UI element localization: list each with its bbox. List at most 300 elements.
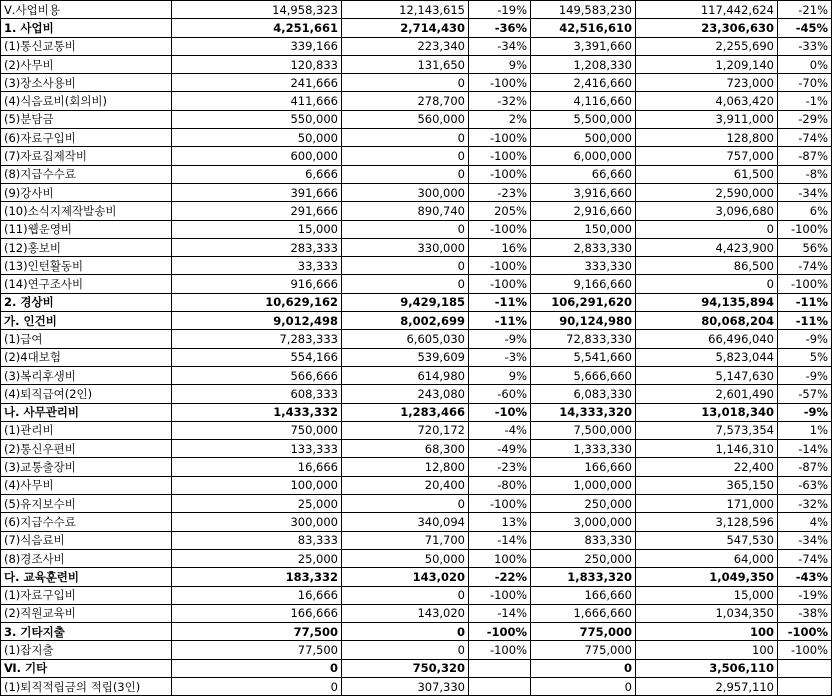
- item-label-cell: 나. 사무관리비: [1, 403, 172, 421]
- monthly-actual-cell: 340,094: [342, 513, 469, 531]
- annual-actual-cell: 94,135,894: [636, 293, 778, 311]
- item-label-cell: 가. 인건비: [1, 312, 172, 330]
- annual-ratio-cell: [778, 677, 832, 695]
- annual-budget-cell: 1,666,660: [531, 604, 636, 622]
- monthly-actual-cell: 9,429,185: [342, 293, 469, 311]
- monthly-ratio-cell: -100%: [469, 495, 531, 513]
- item-label-cell: (9)강사비: [1, 183, 172, 201]
- annual-budget-cell: 3,391,660: [531, 37, 636, 55]
- annual-budget-cell: 9,166,660: [531, 275, 636, 293]
- monthly-budget-cell: 283,333: [172, 238, 342, 256]
- annual-actual-cell: 1,049,350: [636, 568, 778, 586]
- monthly-ratio-cell: [469, 677, 531, 695]
- table-row: [1, 37, 832, 55]
- item-label-cell: (1)급여: [1, 330, 172, 348]
- monthly-budget-cell: 33,333: [172, 257, 342, 275]
- table-row: [1, 513, 832, 531]
- monthly-budget-cell: 10,629,162: [172, 293, 342, 311]
- annual-ratio-cell: -14%: [778, 440, 832, 458]
- annual-ratio-cell: [778, 659, 832, 677]
- table-row: [1, 165, 832, 183]
- annual-budget-cell: 6,083,330: [531, 385, 636, 403]
- item-label-cell: (2)사무비: [1, 55, 172, 73]
- annual-actual-cell: 117,442,624: [636, 1, 778, 19]
- monthly-ratio-cell: 2%: [469, 110, 531, 128]
- annual-ratio-cell: -9%: [778, 366, 832, 384]
- item-label-cell: (1)퇴직적립금의 적립(3인): [1, 677, 172, 695]
- monthly-budget-cell: 241,666: [172, 74, 342, 92]
- monthly-ratio-cell: -9%: [469, 330, 531, 348]
- monthly-actual-cell: 560,000: [342, 110, 469, 128]
- table-row: [1, 55, 832, 73]
- annual-actual-cell: 4,423,900: [636, 238, 778, 256]
- monthly-budget-cell: 6,666: [172, 165, 342, 183]
- table-row: [1, 476, 832, 494]
- table-row: [1, 348, 832, 366]
- monthly-actual-cell: 890,740: [342, 202, 469, 220]
- item-label-cell: (3)복리후생비: [1, 366, 172, 384]
- annual-budget-cell: 1,000,000: [531, 476, 636, 494]
- monthly-actual-cell: 0: [342, 165, 469, 183]
- annual-ratio-cell: -9%: [778, 330, 832, 348]
- annual-budget-cell: 66,660: [531, 165, 636, 183]
- annual-ratio-cell: -74%: [778, 129, 832, 147]
- table-row: [1, 623, 832, 641]
- annual-ratio-cell: -63%: [778, 476, 832, 494]
- annual-budget-cell: 5,666,660: [531, 366, 636, 384]
- annual-actual-cell: 1,209,140: [636, 55, 778, 73]
- annual-ratio-cell: -74%: [778, 257, 832, 275]
- annual-actual-cell: 86,500: [636, 257, 778, 275]
- monthly-actual-cell: 0: [342, 257, 469, 275]
- monthly-budget-cell: 300,000: [172, 513, 342, 531]
- monthly-actual-cell: 131,650: [342, 55, 469, 73]
- item-label-cell: (4)식음료비(회의비): [1, 92, 172, 110]
- annual-ratio-cell: -9%: [778, 403, 832, 421]
- annual-budget-cell: 14,333,320: [531, 403, 636, 421]
- table-row: [1, 1, 832, 19]
- annual-budget-cell: 250,000: [531, 495, 636, 513]
- item-label-cell: (1)관리비: [1, 421, 172, 439]
- item-label-cell: (1)자료구입비: [1, 586, 172, 604]
- annual-ratio-cell: -57%: [778, 385, 832, 403]
- monthly-ratio-cell: -100%: [469, 220, 531, 238]
- monthly-budget-cell: 4,251,661: [172, 19, 342, 37]
- annual-actual-cell: 100: [636, 623, 778, 641]
- annual-ratio-cell: -33%: [778, 37, 832, 55]
- table-row: [1, 641, 832, 659]
- monthly-ratio-cell: -11%: [469, 312, 531, 330]
- monthly-ratio-cell: -36%: [469, 19, 531, 37]
- monthly-actual-cell: 12,143,615: [342, 1, 469, 19]
- monthly-budget-cell: 83,333: [172, 531, 342, 549]
- item-label-cell: (7)식음료비: [1, 531, 172, 549]
- annual-ratio-cell: -19%: [778, 586, 832, 604]
- item-label-cell: (5)유지보수비: [1, 495, 172, 513]
- annual-actual-cell: 22,400: [636, 458, 778, 476]
- annual-actual-cell: 13,018,340: [636, 403, 778, 421]
- item-label-cell: (4)퇴직급여(2인): [1, 385, 172, 403]
- annual-ratio-cell: -43%: [778, 568, 832, 586]
- table-row: [1, 220, 832, 238]
- item-label-cell: 2. 경상비: [1, 293, 172, 311]
- monthly-actual-cell: 143,020: [342, 604, 469, 622]
- table-row: [1, 183, 832, 201]
- monthly-actual-cell: 223,340: [342, 37, 469, 55]
- annual-actual-cell: 365,150: [636, 476, 778, 494]
- monthly-actual-cell: 71,700: [342, 531, 469, 549]
- monthly-actual-cell: 750,320: [342, 659, 469, 677]
- table-row: [1, 531, 832, 549]
- monthly-budget-cell: 411,666: [172, 92, 342, 110]
- monthly-ratio-cell: -100%: [469, 586, 531, 604]
- annual-actual-cell: 100: [636, 641, 778, 659]
- monthly-budget-cell: 16,666: [172, 458, 342, 476]
- table-row: [1, 458, 832, 476]
- annual-actual-cell: 64,000: [636, 549, 778, 567]
- monthly-actual-cell: 6,605,030: [342, 330, 469, 348]
- item-label-cell: (1)통신교통비: [1, 37, 172, 55]
- monthly-actual-cell: 0: [342, 623, 469, 641]
- item-label-cell: (2)직원교육비: [1, 604, 172, 622]
- monthly-budget-cell: 133,333: [172, 440, 342, 458]
- monthly-ratio-cell: -22%: [469, 568, 531, 586]
- annual-budget-cell: 0: [531, 677, 636, 695]
- annual-ratio-cell: -74%: [778, 549, 832, 567]
- table-row: [1, 385, 832, 403]
- annual-ratio-cell: -34%: [778, 183, 832, 201]
- annual-actual-cell: 3,096,680: [636, 202, 778, 220]
- item-label-cell: (1)잡지출: [1, 641, 172, 659]
- annual-ratio-cell: -38%: [778, 604, 832, 622]
- monthly-ratio-cell: -4%: [469, 421, 531, 439]
- annual-actual-cell: 61,500: [636, 165, 778, 183]
- monthly-ratio-cell: -49%: [469, 440, 531, 458]
- annual-actual-cell: 3,128,596: [636, 513, 778, 531]
- annual-ratio-cell: -100%: [778, 623, 832, 641]
- annual-budget-cell: 4,116,660: [531, 92, 636, 110]
- monthly-ratio-cell: -60%: [469, 385, 531, 403]
- monthly-actual-cell: 143,020: [342, 568, 469, 586]
- item-label-cell: (14)연구조사비: [1, 275, 172, 293]
- item-label-cell: (3)장소사용비: [1, 74, 172, 92]
- annual-ratio-cell: -32%: [778, 495, 832, 513]
- monthly-budget-cell: 339,166: [172, 37, 342, 55]
- item-label-cell: (4)사무비: [1, 476, 172, 494]
- table-row: [1, 238, 832, 256]
- monthly-actual-cell: 12,800: [342, 458, 469, 476]
- monthly-budget-cell: 566,666: [172, 366, 342, 384]
- monthly-ratio-cell: -34%: [469, 37, 531, 55]
- monthly-budget-cell: 25,000: [172, 495, 342, 513]
- monthly-actual-cell: 0: [342, 275, 469, 293]
- annual-ratio-cell: 6%: [778, 202, 832, 220]
- annual-actual-cell: 0: [636, 275, 778, 293]
- monthly-budget-cell: 183,332: [172, 568, 342, 586]
- annual-ratio-cell: 0%: [778, 55, 832, 73]
- annual-budget-cell: 2,833,330: [531, 238, 636, 256]
- monthly-ratio-cell: 9%: [469, 55, 531, 73]
- item-label-cell: 1. 사업비: [1, 19, 172, 37]
- table-row: [1, 129, 832, 147]
- annual-budget-cell: 0: [531, 659, 636, 677]
- annual-actual-cell: 66,496,040: [636, 330, 778, 348]
- annual-budget-cell: 500,000: [531, 129, 636, 147]
- annual-actual-cell: 5,147,630: [636, 366, 778, 384]
- monthly-ratio-cell: -100%: [469, 165, 531, 183]
- budget-table-body: [1, 1, 832, 696]
- annual-actual-cell: 723,000: [636, 74, 778, 92]
- monthly-actual-cell: 539,609: [342, 348, 469, 366]
- item-label-cell: (10)소식지제작발송비: [1, 202, 172, 220]
- annual-ratio-cell: -11%: [778, 312, 832, 330]
- annual-ratio-cell: -21%: [778, 1, 832, 19]
- table-row: [1, 74, 832, 92]
- monthly-ratio-cell: -100%: [469, 129, 531, 147]
- annual-actual-cell: 2,957,110: [636, 677, 778, 695]
- monthly-ratio-cell: -11%: [469, 293, 531, 311]
- table-row: [1, 202, 832, 220]
- annual-budget-cell: 166,660: [531, 458, 636, 476]
- annual-budget-cell: 150,000: [531, 220, 636, 238]
- monthly-budget-cell: 750,000: [172, 421, 342, 439]
- monthly-budget-cell: 25,000: [172, 549, 342, 567]
- annual-budget-cell: 42,516,610: [531, 19, 636, 37]
- table-row: [1, 147, 832, 165]
- monthly-ratio-cell: 9%: [469, 366, 531, 384]
- item-label-cell: 다. 교육훈련비: [1, 568, 172, 586]
- table-row: [1, 330, 832, 348]
- annual-ratio-cell: 56%: [778, 238, 832, 256]
- monthly-budget-cell: 77,500: [172, 641, 342, 659]
- annual-budget-cell: 2,916,660: [531, 202, 636, 220]
- item-label-cell: (11)웹운영비: [1, 220, 172, 238]
- monthly-ratio-cell: -80%: [469, 476, 531, 494]
- annual-actual-cell: 128,800: [636, 129, 778, 147]
- monthly-actual-cell: 300,000: [342, 183, 469, 201]
- monthly-ratio-cell: 205%: [469, 202, 531, 220]
- annual-budget-cell: 3,000,000: [531, 513, 636, 531]
- monthly-budget-cell: 0: [172, 677, 342, 695]
- monthly-ratio-cell: -100%: [469, 641, 531, 659]
- monthly-ratio-cell: -10%: [469, 403, 531, 421]
- monthly-ratio-cell: -100%: [469, 623, 531, 641]
- item-label-cell: Ⅴ.사업비용: [1, 1, 172, 19]
- monthly-actual-cell: 20,400: [342, 476, 469, 494]
- monthly-actual-cell: 720,172: [342, 421, 469, 439]
- annual-budget-cell: 90,124,980: [531, 312, 636, 330]
- item-label-cell: (6)자료구입비: [1, 129, 172, 147]
- table-row: [1, 257, 832, 275]
- monthly-ratio-cell: -19%: [469, 1, 531, 19]
- monthly-budget-cell: 100,000: [172, 476, 342, 494]
- annual-budget-cell: 5,500,000: [531, 110, 636, 128]
- annual-ratio-cell: -8%: [778, 165, 832, 183]
- monthly-budget-cell: 120,833: [172, 55, 342, 73]
- monthly-actual-cell: 1,283,466: [342, 403, 469, 421]
- monthly-ratio-cell: -100%: [469, 257, 531, 275]
- monthly-ratio-cell: 100%: [469, 549, 531, 567]
- annual-actual-cell: 2,590,000: [636, 183, 778, 201]
- item-label-cell: (2)통신우편비: [1, 440, 172, 458]
- monthly-actual-cell: 278,700: [342, 92, 469, 110]
- table-row: [1, 677, 832, 695]
- table-row: [1, 293, 832, 311]
- annual-budget-cell: 166,660: [531, 586, 636, 604]
- monthly-actual-cell: 243,080: [342, 385, 469, 403]
- monthly-actual-cell: 8,002,699: [342, 312, 469, 330]
- annual-ratio-cell: -100%: [778, 220, 832, 238]
- item-label-cell: 3. 기타지출: [1, 623, 172, 641]
- annual-ratio-cell: 1%: [778, 421, 832, 439]
- monthly-budget-cell: 600,000: [172, 147, 342, 165]
- annual-budget-cell: 250,000: [531, 549, 636, 567]
- annual-ratio-cell: -45%: [778, 19, 832, 37]
- monthly-ratio-cell: 16%: [469, 238, 531, 256]
- annual-actual-cell: 171,000: [636, 495, 778, 513]
- table-row: [1, 366, 832, 384]
- monthly-actual-cell: 0: [342, 220, 469, 238]
- annual-budget-cell: 2,416,660: [531, 74, 636, 92]
- annual-actual-cell: 757,000: [636, 147, 778, 165]
- monthly-budget-cell: 9,012,498: [172, 312, 342, 330]
- annual-budget-cell: 1,833,320: [531, 568, 636, 586]
- monthly-actual-cell: 50,000: [342, 549, 469, 567]
- annual-ratio-cell: -100%: [778, 275, 832, 293]
- monthly-budget-cell: 554,166: [172, 348, 342, 366]
- monthly-actual-cell: 0: [342, 495, 469, 513]
- item-label-cell: (5)분담금: [1, 110, 172, 128]
- annual-ratio-cell: -1%: [778, 92, 832, 110]
- monthly-actual-cell: 2,714,430: [342, 19, 469, 37]
- table-row: [1, 275, 832, 293]
- item-label-cell: (7)자료집제작비: [1, 147, 172, 165]
- monthly-ratio-cell: -14%: [469, 604, 531, 622]
- annual-actual-cell: 0: [636, 220, 778, 238]
- annual-budget-cell: 7,500,000: [531, 421, 636, 439]
- monthly-actual-cell: 330,000: [342, 238, 469, 256]
- annual-ratio-cell: -100%: [778, 641, 832, 659]
- annual-budget-cell: 6,000,000: [531, 147, 636, 165]
- table-row: [1, 110, 832, 128]
- annual-actual-cell: 3,911,000: [636, 110, 778, 128]
- annual-actual-cell: 1,146,310: [636, 440, 778, 458]
- item-label-cell: (13)인턴활동비: [1, 257, 172, 275]
- table-row: [1, 495, 832, 513]
- annual-ratio-cell: -70%: [778, 74, 832, 92]
- annual-ratio-cell: 4%: [778, 513, 832, 531]
- annual-actual-cell: 15,000: [636, 586, 778, 604]
- monthly-ratio-cell: -3%: [469, 348, 531, 366]
- monthly-ratio-cell: 13%: [469, 513, 531, 531]
- table-row: [1, 549, 832, 567]
- annual-ratio-cell: -11%: [778, 293, 832, 311]
- annual-budget-cell: 5,541,660: [531, 348, 636, 366]
- annual-budget-cell: 1,333,330: [531, 440, 636, 458]
- monthly-actual-cell: 0: [342, 129, 469, 147]
- monthly-budget-cell: 166,666: [172, 604, 342, 622]
- monthly-budget-cell: 7,283,333: [172, 330, 342, 348]
- item-label-cell: Ⅵ. 기타: [1, 659, 172, 677]
- monthly-budget-cell: 916,666: [172, 275, 342, 293]
- monthly-budget-cell: 14,958,323: [172, 1, 342, 19]
- monthly-budget-cell: 550,000: [172, 110, 342, 128]
- monthly-budget-cell: 15,000: [172, 220, 342, 238]
- monthly-ratio-cell: -32%: [469, 92, 531, 110]
- annual-actual-cell: 23,306,630: [636, 19, 778, 37]
- annual-budget-cell: 775,000: [531, 623, 636, 641]
- item-label-cell: (8)지급수수료: [1, 165, 172, 183]
- item-label-cell: (3)교통출장비: [1, 458, 172, 476]
- monthly-actual-cell: 307,330: [342, 677, 469, 695]
- annual-actual-cell: 547,530: [636, 531, 778, 549]
- monthly-actual-cell: 0: [342, 641, 469, 659]
- item-label-cell: (6)지급수수료: [1, 513, 172, 531]
- table-row: [1, 19, 832, 37]
- annual-actual-cell: 5,823,044: [636, 348, 778, 366]
- annual-budget-cell: 333,330: [531, 257, 636, 275]
- monthly-ratio-cell: -23%: [469, 183, 531, 201]
- annual-budget-cell: 149,583,230: [531, 1, 636, 19]
- monthly-actual-cell: 68,300: [342, 440, 469, 458]
- annual-actual-cell: 7,573,354: [636, 421, 778, 439]
- annual-budget-cell: 72,833,330: [531, 330, 636, 348]
- monthly-budget-cell: 77,500: [172, 623, 342, 641]
- monthly-budget-cell: 608,333: [172, 385, 342, 403]
- table-row: [1, 586, 832, 604]
- annual-budget-cell: 106,291,620: [531, 293, 636, 311]
- item-label-cell: (8)경조사비: [1, 549, 172, 567]
- annual-budget-cell: 3,916,660: [531, 183, 636, 201]
- table-row: [1, 421, 832, 439]
- monthly-budget-cell: 0: [172, 659, 342, 677]
- monthly-ratio-cell: -100%: [469, 74, 531, 92]
- monthly-ratio-cell: -14%: [469, 531, 531, 549]
- annual-budget-cell: 833,330: [531, 531, 636, 549]
- annual-ratio-cell: 5%: [778, 348, 832, 366]
- item-label-cell: (12)홍보비: [1, 238, 172, 256]
- monthly-budget-cell: 391,666: [172, 183, 342, 201]
- annual-actual-cell: 2,601,490: [636, 385, 778, 403]
- monthly-ratio-cell: -100%: [469, 147, 531, 165]
- monthly-ratio-cell: -100%: [469, 275, 531, 293]
- annual-actual-cell: 2,255,690: [636, 37, 778, 55]
- table-row: [1, 604, 832, 622]
- table-row: [1, 568, 832, 586]
- annual-actual-cell: 80,068,204: [636, 312, 778, 330]
- monthly-ratio-cell: [469, 659, 531, 677]
- annual-actual-cell: 1,034,350: [636, 604, 778, 622]
- monthly-actual-cell: 0: [342, 74, 469, 92]
- annual-ratio-cell: -34%: [778, 531, 832, 549]
- monthly-budget-cell: 1,433,332: [172, 403, 342, 421]
- monthly-budget-cell: 16,666: [172, 586, 342, 604]
- annual-budget-cell: 775,000: [531, 641, 636, 659]
- monthly-actual-cell: 0: [342, 586, 469, 604]
- table-row: [1, 403, 832, 421]
- monthly-actual-cell: 0: [342, 147, 469, 165]
- table-row: [1, 659, 832, 677]
- table-row: [1, 440, 832, 458]
- annual-ratio-cell: -29%: [778, 110, 832, 128]
- monthly-actual-cell: 614,980: [342, 366, 469, 384]
- monthly-budget-cell: 291,666: [172, 202, 342, 220]
- item-label-cell: (2)4대보험: [1, 348, 172, 366]
- monthly-budget-cell: 50,000: [172, 129, 342, 147]
- table-row: [1, 92, 832, 110]
- table-row: [1, 312, 832, 330]
- annual-actual-cell: 3,506,110: [636, 659, 778, 677]
